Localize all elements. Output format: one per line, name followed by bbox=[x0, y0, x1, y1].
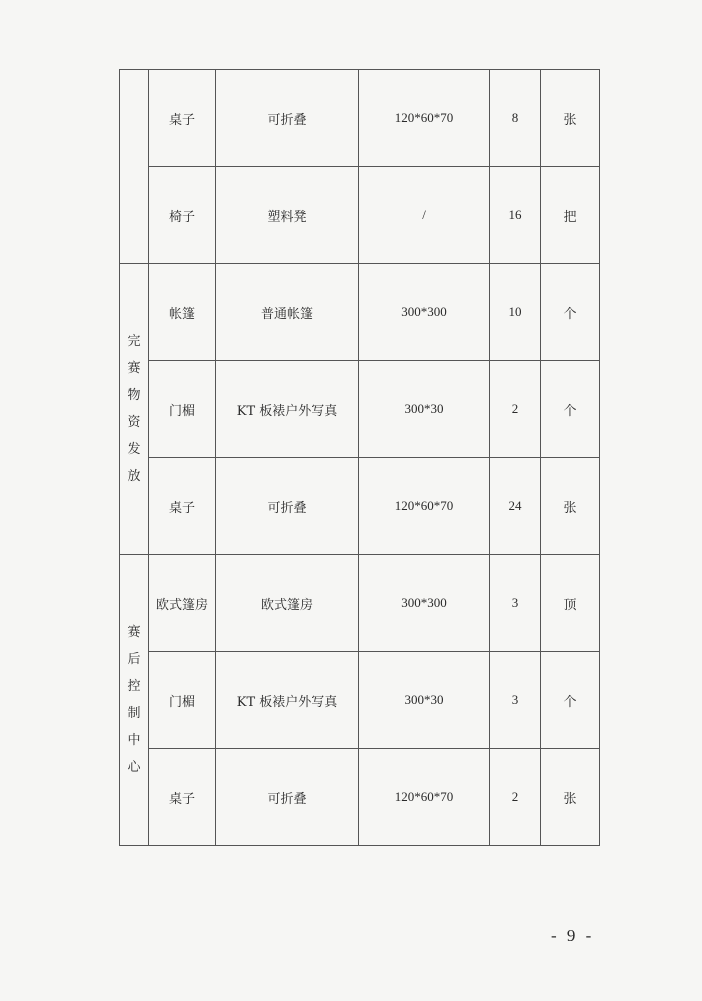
table-row bbox=[120, 458, 600, 555]
item-size-cell: 120*60*70 bbox=[359, 70, 490, 167]
item-spec-cell: 塑料凳 bbox=[216, 167, 359, 264]
item-spec-cell: 欧式篷房 bbox=[216, 555, 359, 652]
group-label-char: 赛 bbox=[127, 361, 141, 376]
group-label-char: 心 bbox=[127, 760, 141, 775]
item-unit-cell: 把 bbox=[541, 167, 600, 264]
group-label-char: 制 bbox=[127, 706, 141, 721]
item-spec-cell: 可折叠 bbox=[216, 749, 359, 846]
item-name-cell: 帐篷 bbox=[149, 264, 216, 361]
table-row bbox=[120, 555, 600, 652]
materials-table-body bbox=[120, 70, 600, 846]
item-name-cell: 桌子 bbox=[149, 458, 216, 555]
item-unit-cell: 张 bbox=[541, 70, 600, 167]
item-quantity-cell: 10 bbox=[490, 264, 541, 361]
item-size-cell: 300*30 bbox=[359, 652, 490, 749]
item-quantity-cell: 8 bbox=[490, 70, 541, 167]
item-unit-cell: 张 bbox=[541, 749, 600, 846]
item-name-cell: 桌子 bbox=[149, 70, 216, 167]
item-spec-cell: 普通帐篷 bbox=[216, 264, 359, 361]
group-label-char: 物 bbox=[127, 388, 141, 403]
item-quantity-cell: 16 bbox=[490, 167, 541, 264]
item-quantity-cell: 2 bbox=[490, 361, 541, 458]
item-unit-cell: 顶 bbox=[541, 555, 600, 652]
group-label-char: 中 bbox=[127, 733, 141, 748]
group-label-char: 发 bbox=[127, 442, 141, 457]
group-label-cell bbox=[120, 70, 149, 264]
group-label-char: 赛 bbox=[127, 625, 141, 640]
item-size-cell: 300*30 bbox=[359, 361, 490, 458]
item-size-cell: / bbox=[359, 167, 490, 264]
item-spec-cell: KT 板裱户外写真 bbox=[216, 361, 359, 458]
group-label-char: 后 bbox=[127, 652, 141, 667]
table-row bbox=[120, 652, 600, 749]
table-row bbox=[120, 361, 600, 458]
item-size-cell: 300*300 bbox=[359, 555, 490, 652]
item-unit-cell: 张 bbox=[541, 458, 600, 555]
item-name-cell: 门楣 bbox=[149, 361, 216, 458]
item-name-cell: 欧式篷房 bbox=[149, 555, 216, 652]
page-number: - 9 - bbox=[551, 926, 595, 945]
item-size-cell: 120*60*70 bbox=[359, 749, 490, 846]
item-spec-cell: 可折叠 bbox=[216, 70, 359, 167]
item-quantity-cell: 3 bbox=[490, 652, 541, 749]
item-size-cell: 120*60*70 bbox=[359, 458, 490, 555]
item-unit-cell: 个 bbox=[541, 652, 600, 749]
item-size-cell: 300*300 bbox=[359, 264, 490, 361]
item-name-cell: 椅子 bbox=[149, 167, 216, 264]
table-row bbox=[120, 167, 600, 264]
group-label-char: 控 bbox=[127, 679, 141, 694]
table-row bbox=[120, 264, 600, 361]
group-label-cell bbox=[120, 264, 149, 555]
item-spec-cell: KT 板裱户外写真 bbox=[216, 652, 359, 749]
item-quantity-cell: 2 bbox=[490, 749, 541, 846]
group-label-char: 资 bbox=[127, 415, 141, 430]
group-label-char: 完 bbox=[127, 334, 141, 349]
item-spec-cell: 可折叠 bbox=[216, 458, 359, 555]
item-unit-cell: 个 bbox=[541, 361, 600, 458]
item-name-cell: 桌子 bbox=[149, 749, 216, 846]
item-quantity-cell: 24 bbox=[490, 458, 541, 555]
group-label-cell bbox=[120, 555, 149, 846]
item-name-cell: 门楣 bbox=[149, 652, 216, 749]
table-row bbox=[120, 749, 600, 846]
materials-table bbox=[119, 69, 600, 846]
group-label-char: 放 bbox=[127, 469, 141, 484]
table-row bbox=[120, 70, 600, 167]
item-unit-cell: 个 bbox=[541, 264, 600, 361]
item-quantity-cell: 3 bbox=[490, 555, 541, 652]
